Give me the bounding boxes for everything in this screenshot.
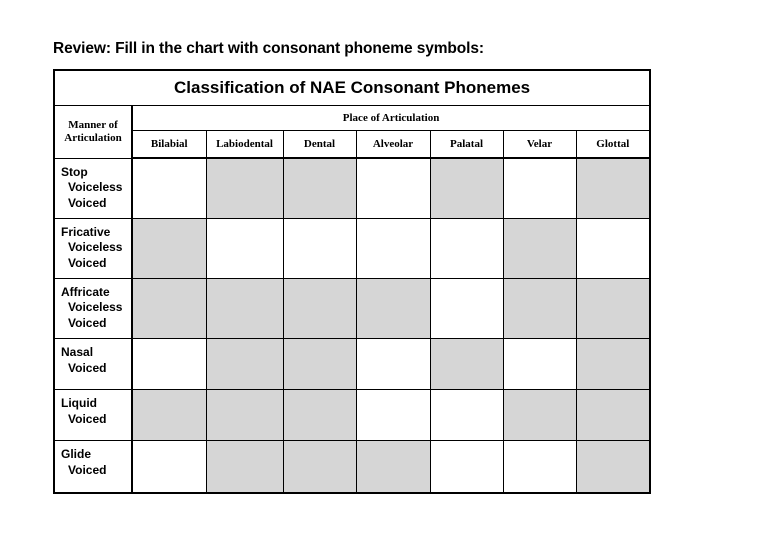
voicing-label: Voiced [68,195,107,210]
answer-cell[interactable] [132,158,206,218]
manner-label: Nasal [61,345,94,360]
shaded-cell [430,158,503,218]
answer-cell[interactable] [503,158,576,218]
answer-cell[interactable] [132,339,206,390]
row-label-fricative [54,218,132,278]
answer-cell[interactable] [356,158,430,218]
answer-cell[interactable] [283,218,356,278]
answer-cell[interactable] [206,218,283,278]
column-header-alveolar: Alveolar [356,131,430,159]
shaded-cell [503,218,576,278]
chart-row-fricative [54,218,650,278]
answer-cell[interactable] [503,441,576,493]
shaded-cell [503,390,576,441]
chart-row-nasal [54,339,650,390]
answer-cell[interactable] [430,218,503,278]
answer-cell[interactable] [430,441,503,493]
voicing-label: Voiced [68,255,107,270]
shaded-cell [283,278,356,338]
column-header-velar: Velar [503,131,576,159]
answer-cell[interactable] [132,441,206,493]
shaded-cell [206,158,283,218]
voicing-label: Voiceless [68,240,123,255]
column-header-dental: Dental [283,131,356,159]
voicing-label: Voiced [68,360,107,375]
chart-title: Classification of NAE Consonant Phonemes [54,70,650,106]
column-header-labiodental: Labiodental [206,131,283,159]
manner-label: Fricative [61,224,111,239]
manner-header-line2: Articulation [64,131,122,144]
shaded-cell [283,158,356,218]
column-header-row [54,131,650,159]
manner-of-articulation-header [54,106,132,159]
shaded-cell [206,390,283,441]
shaded-cell [283,390,356,441]
chart-row-liquid [54,390,650,441]
shaded-cell [430,339,503,390]
row-label-glide [54,441,132,493]
shaded-cell [132,278,206,338]
consonant-chart [53,69,651,494]
shaded-cell [503,278,576,338]
shaded-cell [356,278,430,338]
column-header-glottal: Glottal [576,131,650,159]
manner-header-line1: Manner of [68,118,118,131]
answer-cell[interactable] [430,390,503,441]
manner-label: Stop [61,164,88,179]
place-of-articulation-header: Place of Articulation [132,106,650,131]
shaded-cell [206,441,283,493]
shaded-cell [576,278,650,338]
shaded-cell [576,158,650,218]
answer-cell[interactable] [356,339,430,390]
column-header-palatal: Palatal [430,131,503,159]
voicing-label: Voiced [68,411,107,426]
chart-row-affricate [54,278,650,338]
shaded-cell [283,339,356,390]
shaded-cell [576,339,650,390]
row-label-liquid [54,390,132,441]
shaded-cell [283,441,356,493]
manner-label: Affricate [61,284,110,299]
row-label-affricate [54,278,132,338]
voicing-label: Voiced [68,315,107,330]
voicing-label: Voiceless [68,300,123,315]
shaded-cell [132,218,206,278]
shaded-cell [576,441,650,493]
manner-label: Liquid [61,396,97,411]
chart-row-glide [54,441,650,493]
row-label-stop [54,158,132,218]
chart-body [54,158,650,493]
chart-row-stop [54,158,650,218]
shaded-cell [132,390,206,441]
answer-cell[interactable] [430,278,503,338]
manner-label: Glide [61,447,92,462]
shaded-cell [576,390,650,441]
answer-cell[interactable] [356,390,430,441]
shaded-cell [206,339,283,390]
shaded-cell [356,441,430,493]
instruction-text: Review: Fill in the chart with consonant phoneme symbols: [53,40,484,57]
answer-cell[interactable] [356,218,430,278]
answer-cell[interactable] [503,339,576,390]
row-label-nasal [54,339,132,390]
column-header-bilabial: Bilabial [132,131,206,159]
voicing-label: Voiceless [68,180,123,194]
shaded-cell [206,278,283,338]
voicing-label: Voiced [68,462,107,477]
answer-cell[interactable] [576,218,650,278]
